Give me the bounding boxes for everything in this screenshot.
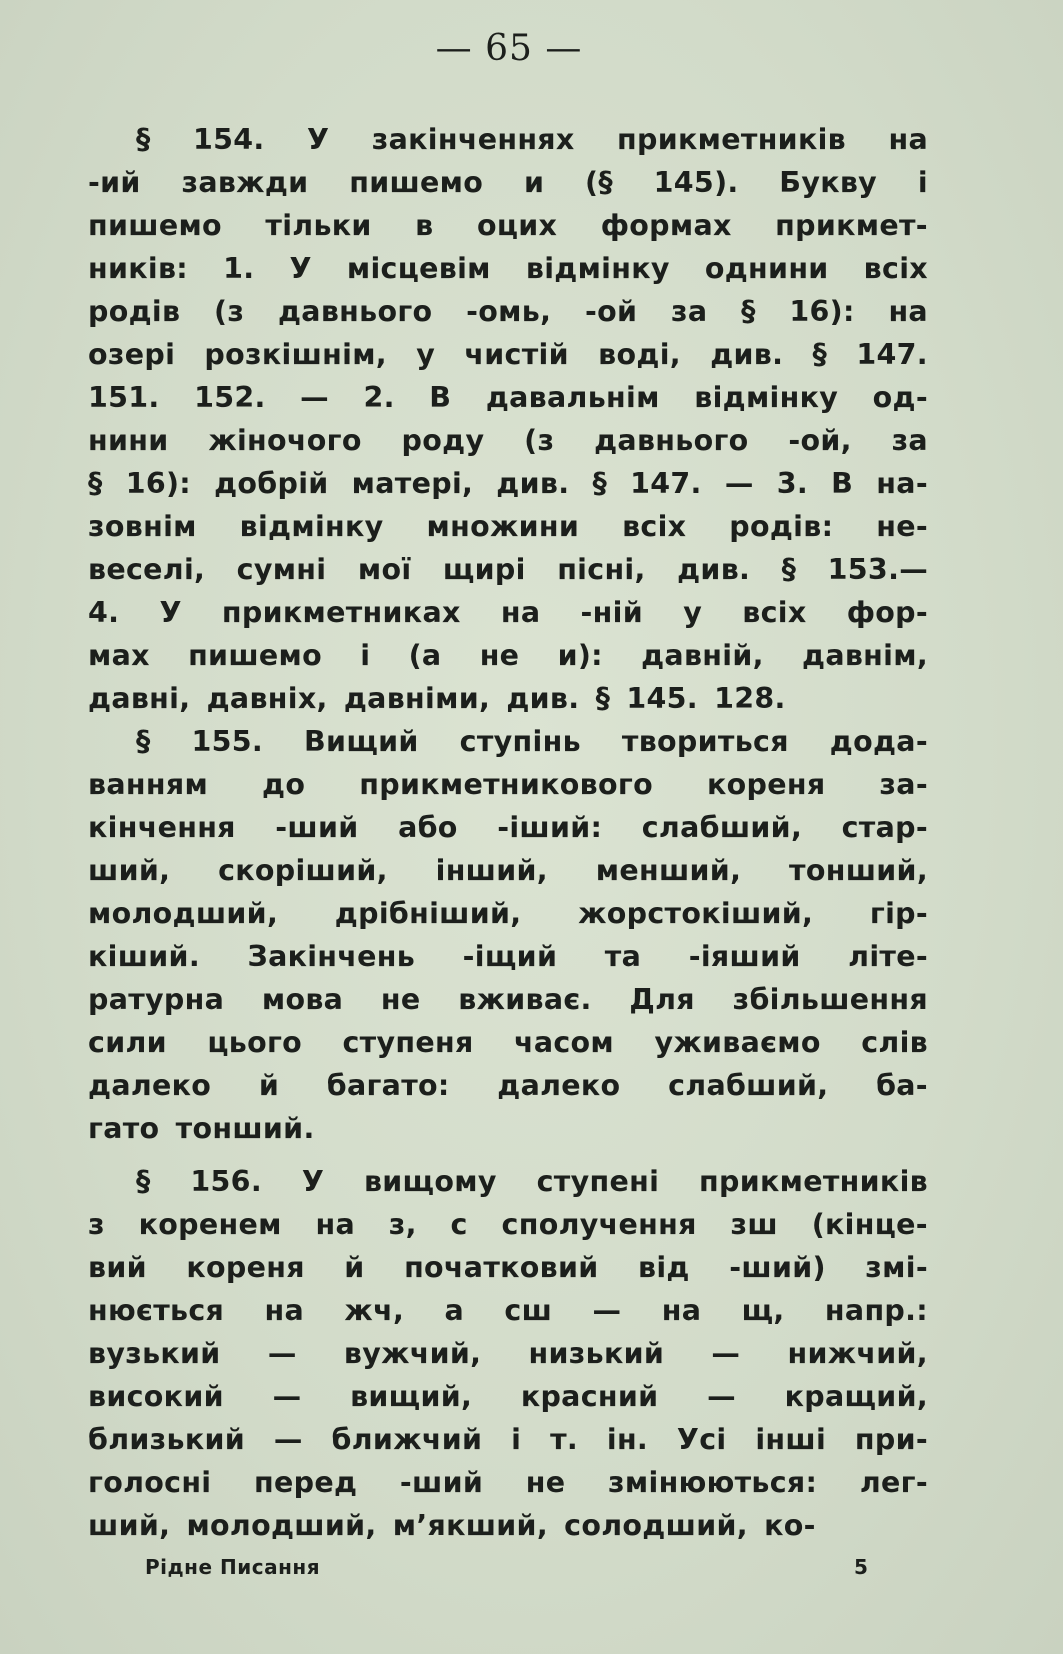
text-line: § 156. У вищому ступені прикметників [136,1165,928,1198]
text-line: вузький — вужчий, низький — нижчий, [88,1337,928,1370]
text-line: ший, молодший, м’якший, солодший, ко- [88,1509,816,1542]
text-line: молодший, дрібніший, жорстокіший, гір- [88,897,928,930]
text-line: голосні перед -ший не змінюються: лег- [88,1466,928,1499]
text-line: -ий завжди пишемо и (§ 145). Букву і [88,166,928,199]
text-line: пишемо тільки в оцих формах прикмет- [88,209,928,242]
page-number: — 65 — [435,28,583,69]
text-line: нини жіночого роду (з давнього -ой, за [88,424,928,457]
text-line: зовнім відмінку множини всіх родів: не- [88,510,928,543]
text-line: веселі, сумні мої щирі пісні, див. § 153.— [88,553,928,586]
text-container [88,118,928,1547]
text-line: гато тонший. [88,1112,315,1145]
text-line: з коренем на з, с сполучення зш (кінце- [88,1208,928,1241]
text-line: ший, скоріший, інший, менший, тонший, [88,854,928,887]
text-line: 4. У прикметниках на -ній у всіх фор- [88,596,928,629]
text-line: ванням до прикметникового кореня за- [88,768,928,801]
text-line: кінчення -ший або -іший: слабший, стар- [88,811,928,844]
text-line: давні, давніх, давніми, див. § 145. 128. [88,682,786,715]
text-line: мах пишемо і (а не и): давній, давнім, [88,639,928,672]
text-line: озері розкішнім, у чистій воді, див. § 147. [88,338,928,371]
text-line: кіший. Закінчень -іщий та -іяший літе- [88,940,928,973]
text-line: 151. 152. — 2. В давальнім відмінку од- [88,381,928,414]
text-line: ників: 1. У місцевім відмінку однини всіх [88,252,928,285]
text-line: нюється на жч, а сш — на щ, напр.: [88,1294,928,1327]
text-line: § 155. Вищий ступінь твориться дода- [136,725,928,758]
text-line: далеко й багато: далеко слабший, ба- [88,1069,928,1102]
footer-signature-title: Рідне Писання [145,1555,321,1579]
text-line: § 16): добрій матері, див. § 147. — 3. В на- [88,467,928,500]
text-line: родів (з давнього -омь, -ой за § 16): на [88,295,928,328]
footer-signature-number: 5 [854,1555,868,1579]
text-line: § 154. У закінченнях прикметників на [136,123,928,156]
text-line: сили цього ступеня часом уживаємо слів [88,1026,928,1059]
text-line: близький — ближчий і т. ін. Усі інші при- [88,1423,928,1456]
text-line: ратурна мова не вживає. Для збільшення [88,983,928,1016]
text-line: вий кореня й початковий від -ший) змі- [88,1251,928,1284]
body-text [88,118,928,1547]
text-line: високий — вищий, красний — кращий, [88,1380,928,1413]
